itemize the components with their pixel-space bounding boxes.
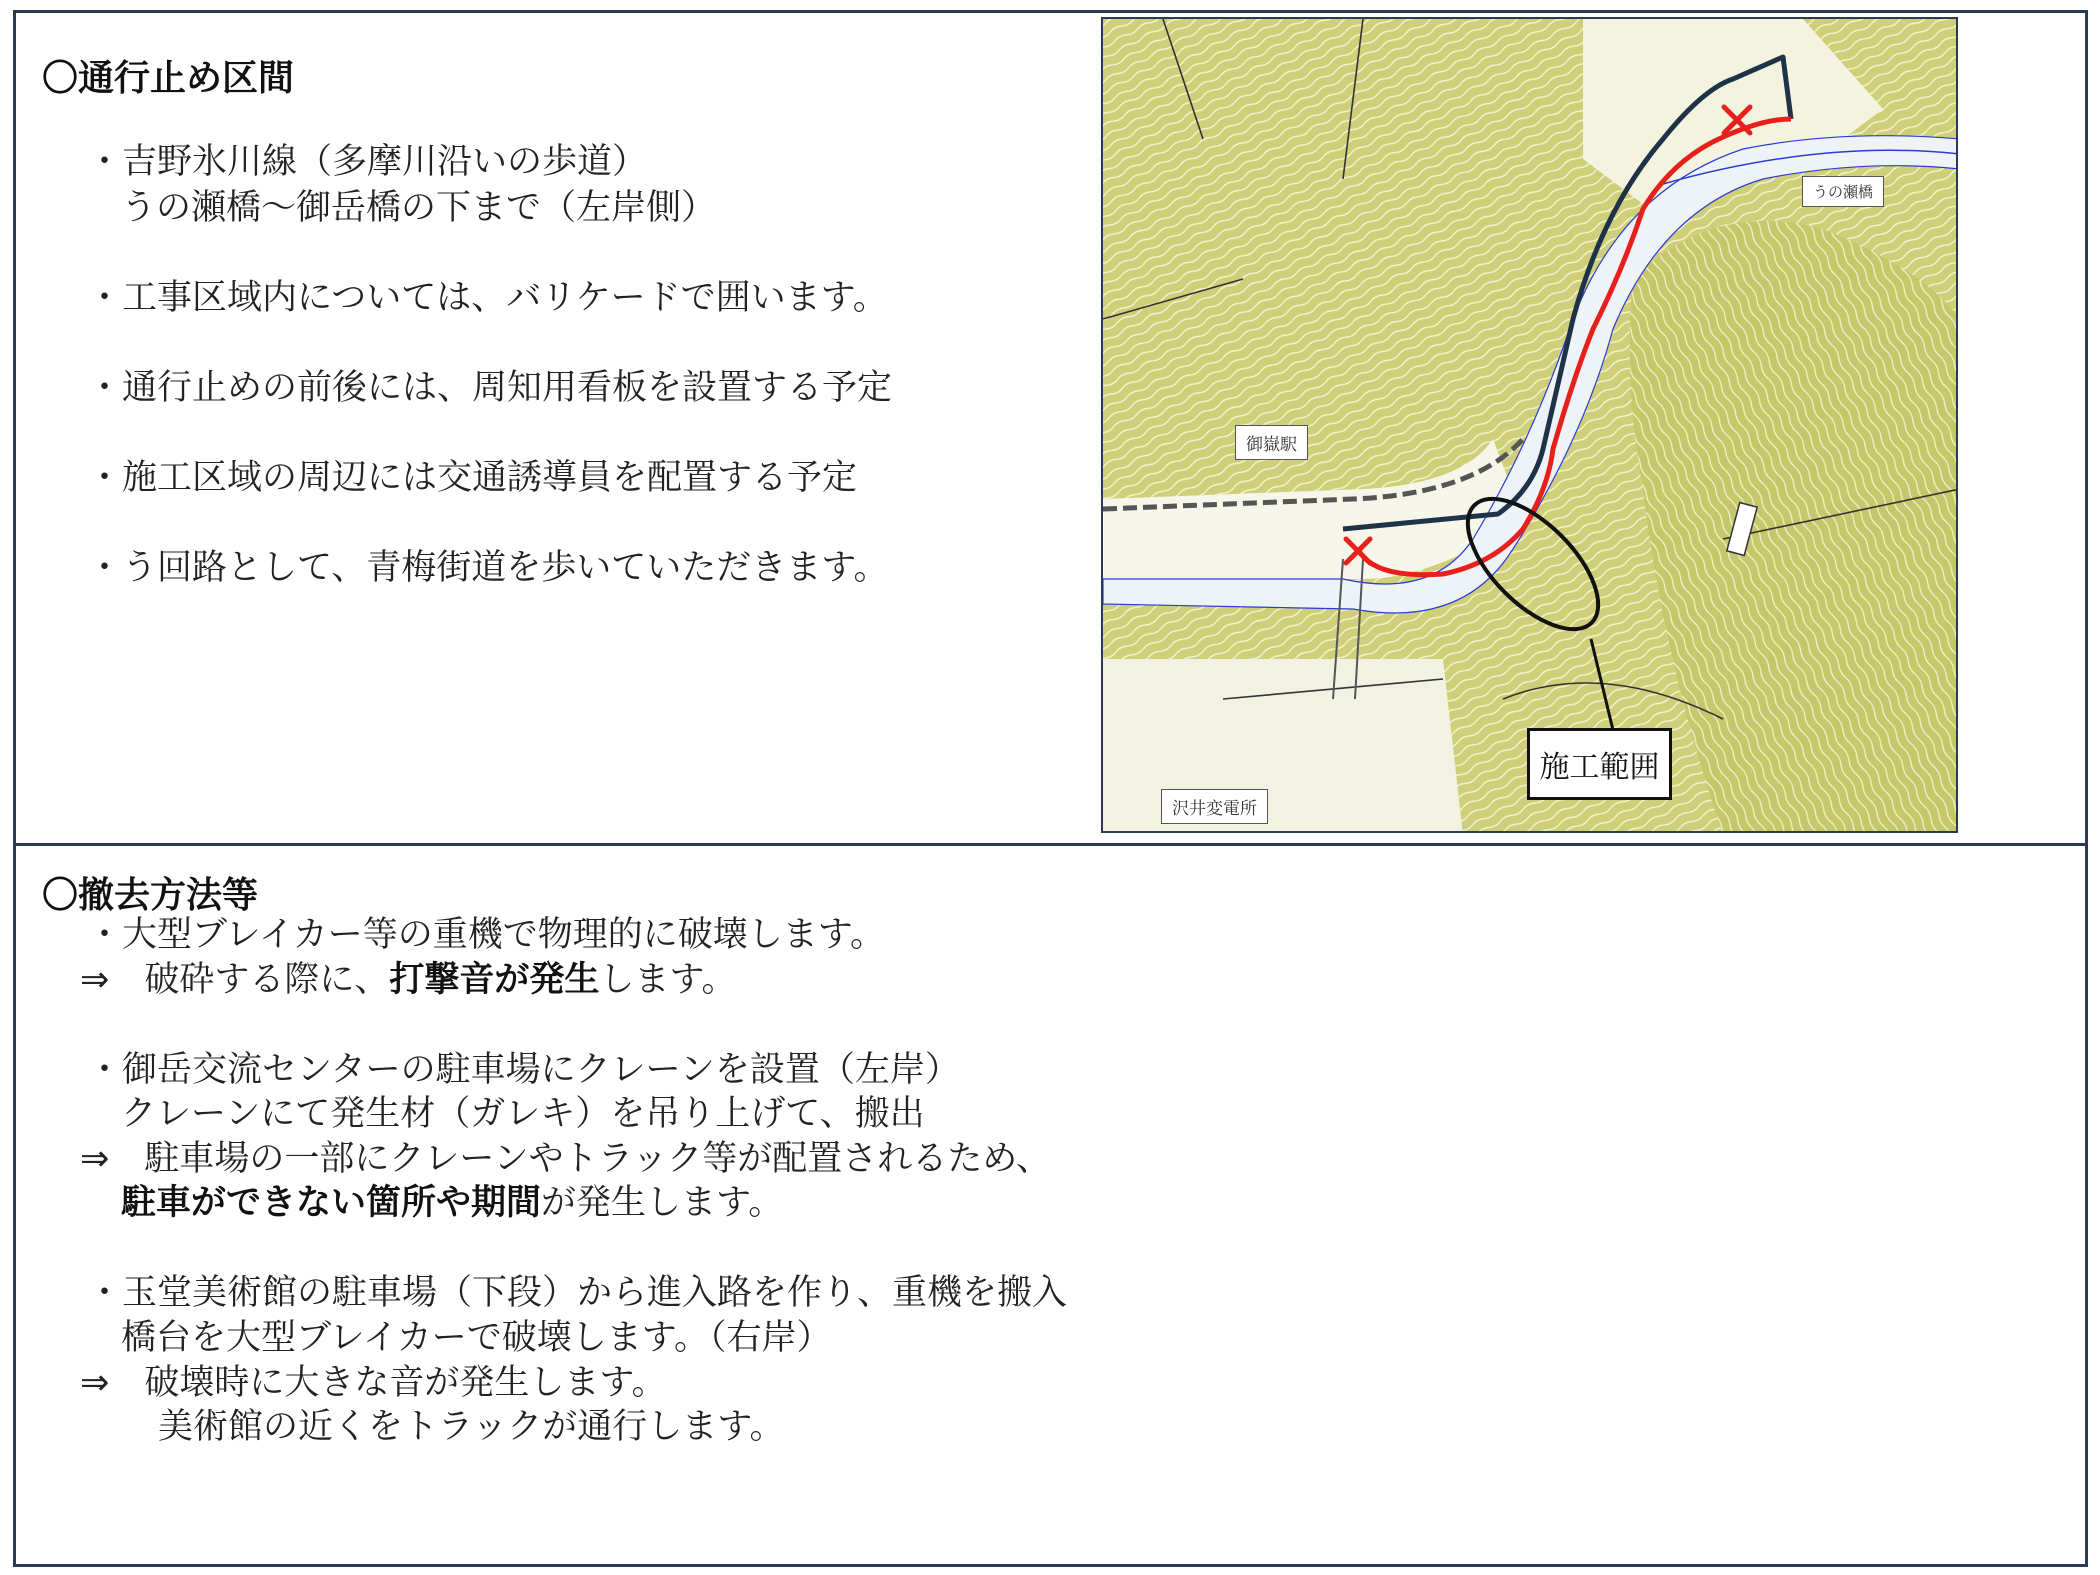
removal-line-loud: ⇒ 破壊時に大きな音が発生します。 [80,1363,667,1403]
noise-emphasis: 打撃音が発生 [389,960,600,1000]
removal-line-parking-unavailable: 駐車ができない箇所や期間が発生します。 [121,1183,784,1223]
removal-line-abutment: 橋台を大型ブレイカーで破壊します。（右岸） [121,1318,832,1358]
construction-range-label: 施工範囲 [1527,728,1672,800]
removal-line-access-road: ・玉堂美術館の駐車場（下段）から進入路を作り、重機を搬入 [87,1273,1068,1313]
closure-line-signboard: ・通行止めの前後には、周知用看板を設置する予定 [87,368,893,408]
closure-line-guards: ・施工区域の周辺には交通誘導員を配置する予定 [87,458,858,498]
closure-line-range: うの瀬橋～御岳橋の下まで（左岸側） [121,188,717,228]
map-label-bridge: うの瀬橋 [1802,176,1884,207]
closure-line-barricade: ・工事区域内については、バリケードで囲います。 [87,278,888,318]
removal-line-lift: クレーンにて発生材（ガレキ）を吊り上げて、搬出 [121,1094,925,1134]
closure-section-title: 〇通行止め区間 [42,58,295,99]
removal-section-title: 〇撤去方法等 [42,875,259,916]
closure-line-detour: ・う回路として、青梅街道を歩いていただきます。 [87,548,889,588]
removal-line-parking: ⇒ 駐車場の一部にクレーンやトラック等が配置されるため、 [80,1139,1051,1179]
map-drawing [1103,19,1958,833]
map-label-substation: 沢井変電所 [1161,789,1268,824]
map-label-station: 御嶽駅 [1235,425,1308,460]
removal-line-breaker: ・大型ブレイカー等の重機で物理的に破壊します。 [87,915,886,955]
removal-line-crane: ・御岳交流センターの駐車場にクレーンを設置（左岸） [87,1050,960,1090]
section-divider [13,843,2088,846]
removal-line-truck: 美術館の近くをトラックが通行します。 [158,1407,785,1447]
town-area-bottom [1103,659,1463,833]
parking-emphasis: 駐車ができない箇所や期間 [121,1183,542,1223]
construction-area-map [1101,17,1958,833]
closure-line-route: ・吉野氷川線（多摩川沿いの歩道） [87,142,648,182]
removal-line-noise: ⇒ 破砕する際に、打撃音が発生します。 [80,960,737,1000]
